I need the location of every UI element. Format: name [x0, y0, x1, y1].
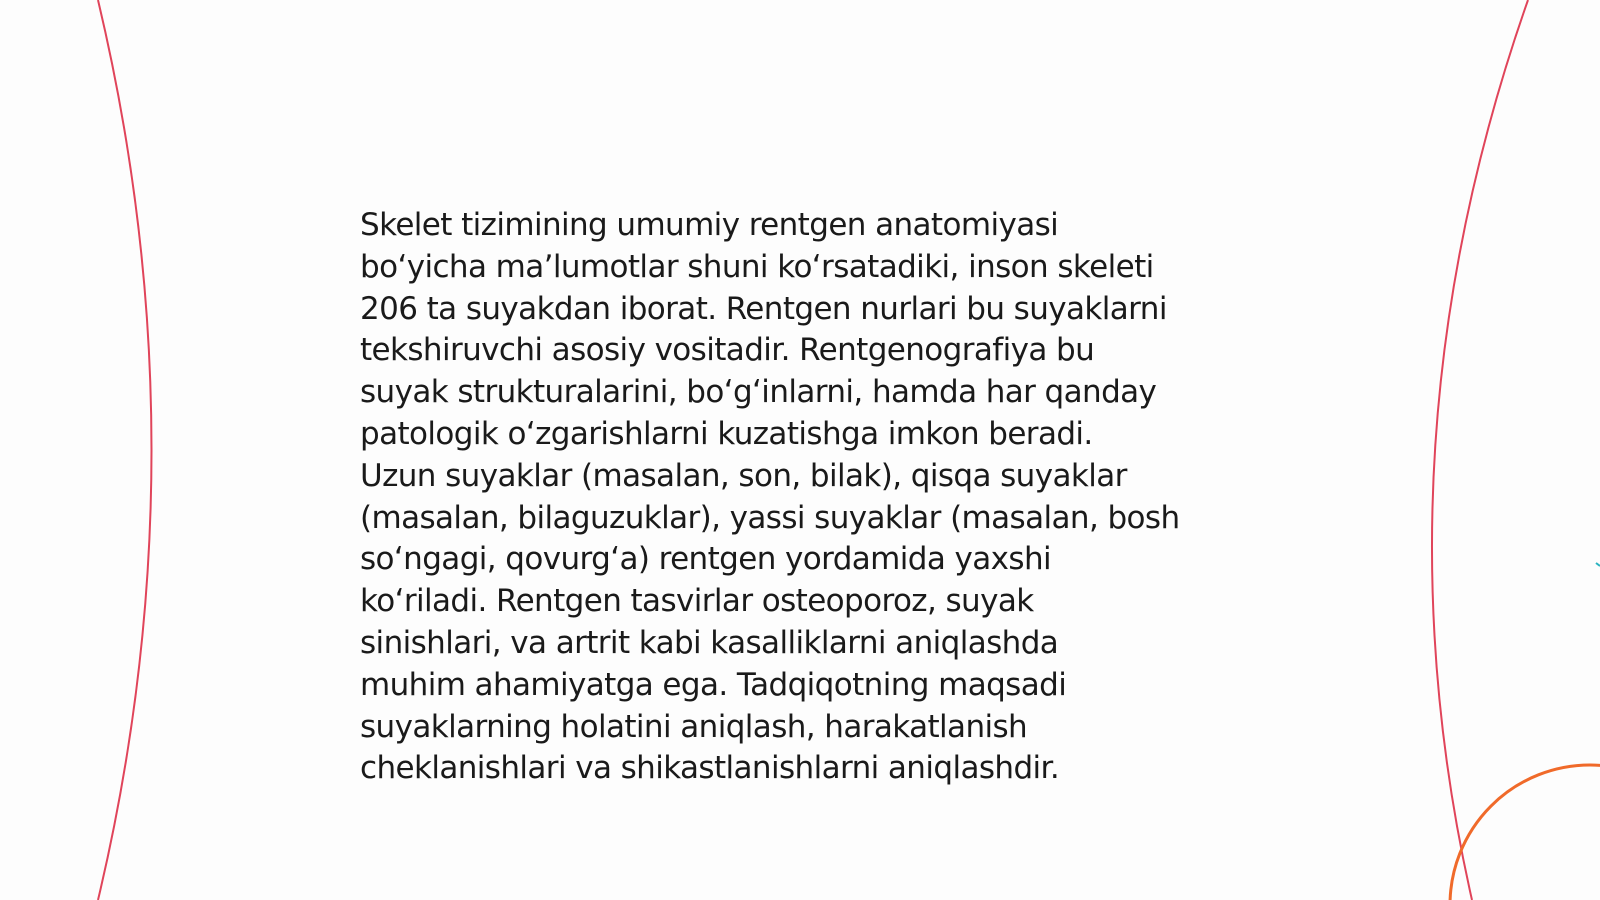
orange-circle	[1450, 765, 1600, 900]
right-arc	[1432, 0, 1528, 900]
body-text: Skelet tizimining umumiy rentgen anatomiyasi bo‘yicha ma’lumotlar shuni ko‘rsatadiki, inson skeleti 206 ta suyakdan iborat. Rentgen nurlari bu suyaklarni tekshiruvchi asosiy vositadir. Rentgenografiya bu suyak strukturalarini, bo‘g‘inlarni, hamda har qanday patologik o‘zgarishlarni kuzatishga imkon beradi. Uzun suyaklar (masalan, son, bilak), qisqa suyaklar (masalan, bilaguzuklar), yassi suyaklar (masalan, bosh so‘ngagi, qovurg‘a) rentgen yordamida yaxshi ko‘riladi. Rentgen tasvirlar osteoporoz, suyak sinishlari, va artrit kabi kasalliklarni aniqlashda muhim ahamiyatga ega. Tadqiqotning maqsadi suyaklarning holatini aniqlash, harakatlanish cheklanishlari va shikastlanishlarni aniqlashdir.	[360, 207, 1180, 787]
teal-accent	[1596, 563, 1600, 566]
left-arc	[98, 0, 152, 900]
